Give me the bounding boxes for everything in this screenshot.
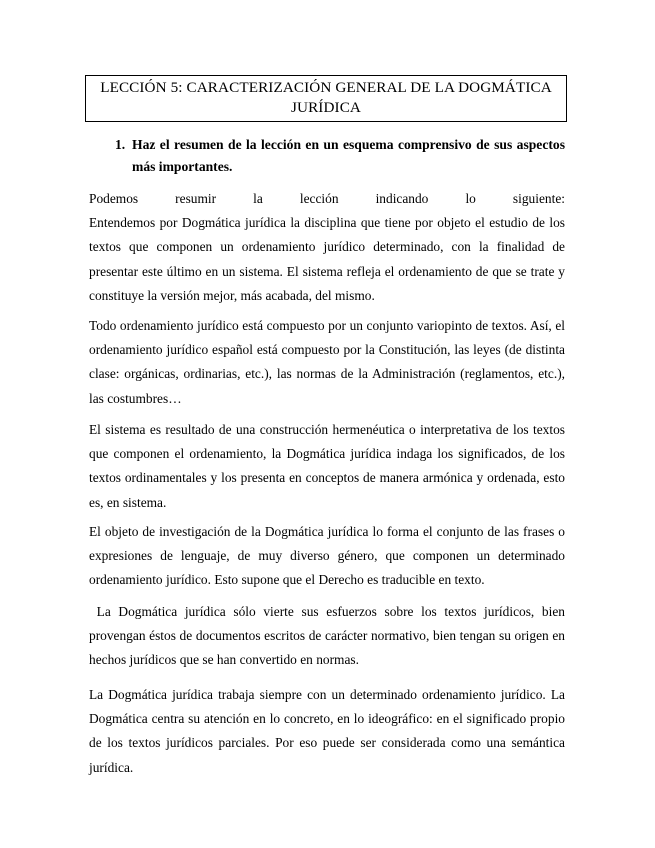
paragraph-1-intro: Podemos resumir la lección indicando lo siguiente: (89, 191, 565, 206)
paragraph-6: La Dogmática jurídica trabaja siempre con un determinado ordenamiento jurídico. La Dogmática centra su atención en lo concreto, en lo ideográfico: en el significado propio de los textos jurídicos parciales. Por eso puede ser considerada como una semántica jurídica. (89, 687, 565, 775)
question-item (115, 134, 565, 178)
paragraph-1-body: Entendemos por Dogmática jurídica la disciplina que tiene por objeto el estudio de los textos que componen un ordenamiento jurídico determinado, con la finalidad de presentar este último en un sistema. El sistema refleja el ordenamiento de que se trate y constituye la versión mejor, más acabada, del mismo. (89, 215, 565, 303)
question-text: Haz el resumen de la lección en un esquema comprensivo de sus aspectos más importantes. (132, 137, 565, 174)
question-number: 1. (115, 137, 126, 152)
paragraph-3: El sistema es resultado de una construcción hermenéutica o interpretativa de los textos que componen el ordenamiento, la Dogmática jurídica indaga los significados, de los textos ordinamentales y los presenta en conceptos de manera armónica y ordenada, esto es, en sistema. (89, 422, 565, 510)
paragraph-4: El objeto de investigación de la Dogmática jurídica lo forma el conjunto de las frases o expresiones de lenguaje, de muy diverso género, que componen un determinado ordenamiento jurídico. Esto supone que el Derecho es traducible en texto. (89, 524, 565, 588)
paragraph-2: Todo ordenamiento jurídico está compuesto por un conjunto variopinto de textos. Así, el ordenamiento jurídico español está compuesto por la Constitución, las leyes (de distinta clase: orgánicas, ordinarias, etc.), las normas de la Administración (reglamentos, etc.), las costumbres… (89, 318, 565, 406)
lesson-title: LECCIÓN 5: CARACTERIZACIÓN GENERAL DE LA DOGMÁTICA JURÍDICA (85, 75, 567, 122)
paragraph-1 (89, 187, 565, 308)
paragraph-5: La Dogmática jurídica sólo vierte sus esfuerzos sobre los textos jurídicos, bien provengan éstos de documentos escritos de carácter normativo, bien tengan su origen en hechos jurídicos que se han convertido en normas. (89, 604, 569, 668)
